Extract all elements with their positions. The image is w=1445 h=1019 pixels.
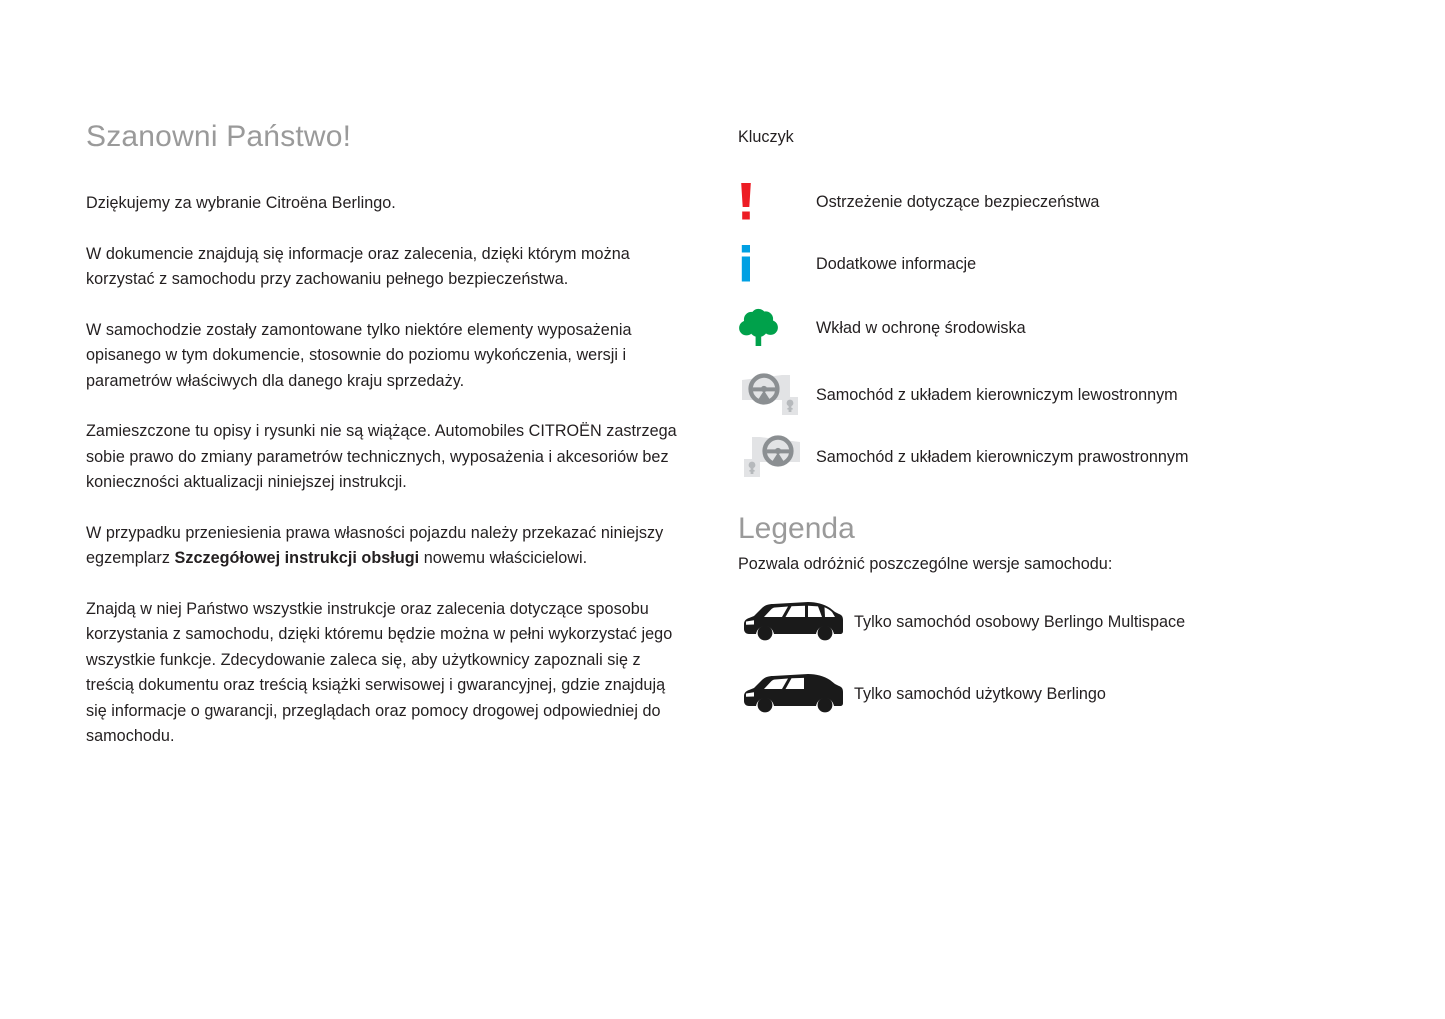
steering-wheel-right-icon: [738, 432, 816, 482]
key-section-title: Kluczyk: [738, 128, 794, 146]
key-item-label: Samochód z układem kierowniczym lewostronnym: [816, 386, 1178, 404]
information-icon: [738, 245, 816, 283]
intro-paragraph-usage: Znajdą w niej Państwo wszystkie instrukcje oraz zalecenia dotyczące sposobu korzystania z samochodu, dzięki któremu będzie można w pełni wykorzystać jego wszystkie funkcje. Zdecydowanie zaleca się, aby użytkownicy zapoznali się z treścią dokumentu oraz treścią książki serwisowej i gwarancyjnej, gdzie znajdują się informacje o gwarancji, przeglądach oraz pomocy drogowej odpowiedniej do samochodu.: [86, 599, 673, 745]
key-item-label: Dodatkowe informacje: [816, 255, 977, 273]
intro-paragraph-document-info: W dokumencie znajdują się informacje oraz zalecenia, dzięki którym można korzystać z samochodu przy zachowaniu pełnego bezpieczeństwa.: [86, 244, 630, 288]
van-silhouette-icon: [738, 670, 850, 718]
intro-paragraph-ownership: [86, 521, 686, 572]
key-legend-list: [738, 182, 1358, 482]
page-title: Szanowni Państwo!: [86, 120, 352, 153]
key-item-environment: [738, 306, 1358, 350]
ownership-text-bold: Szczegółowej instrukcji obsługi: [174, 549, 420, 567]
key-item-label: Samochód z układem kierowniczym prawostronnym: [816, 448, 1189, 466]
key-item-additional-information: [738, 244, 1358, 284]
intro-column: [86, 120, 686, 750]
ownership-text-before: W przypadku przeniesienia prawa własności pojazdu należy przekazać niniejszy egzemplarz: [86, 523, 664, 567]
key-item-right-hand-drive: [738, 432, 1358, 482]
key-section: [738, 126, 1358, 482]
legend-item-label: Tylko samochód osobowy Berlingo Multispace: [854, 612, 1186, 631]
key-item-safety-warning: [738, 182, 1358, 222]
key-item-label: Wkład w ochronę środowiska: [816, 319, 1026, 337]
steering-wheel-left-icon: [738, 370, 816, 420]
legend-item-label: Tylko samochód użytkowy Berlingo: [854, 684, 1106, 703]
legend-section-subtitle: Pozwala odróżnić poszczególne wersje samochodu:: [738, 554, 1113, 573]
legend-item-multispace: [738, 598, 1358, 646]
intro-paragraph-thanks: Dziękujemy za wybranie Citroëna Berlingo.: [86, 194, 396, 212]
legend-section: [738, 512, 1358, 742]
key-item-label: Ostrzeżenie dotyczące bezpieczeństwa: [816, 193, 1100, 211]
intro-paragraph-disclaimer: Zamieszczone tu opisy i rysunki nie są wiążące. Automobiles CITROËN zastrzega sobie prawo do zmiany parametrów technicznych, wyposażenia i akcesoriów bez konieczności aktualizacji niniejszej instrukcji.: [86, 422, 677, 491]
key-item-left-hand-drive: [738, 370, 1358, 420]
legend-section-title: Legenda: [738, 512, 855, 545]
exclamation-mark-icon: [738, 183, 816, 221]
intro-paragraph-equipment: W samochodzie zostały zamontowane tylko niektóre elementy wyposażenia opisanego w tym dokumencie, stosownie do poziomu wykończenia, wersji i parametrów właściwych dla danego kraju sprzedaży.: [86, 320, 632, 390]
mpv-silhouette-icon: [738, 598, 850, 646]
legend-item-van: [738, 670, 1358, 718]
tree-icon: [738, 307, 816, 349]
ownership-text-after: nowemu właścicielowi.: [419, 549, 588, 567]
